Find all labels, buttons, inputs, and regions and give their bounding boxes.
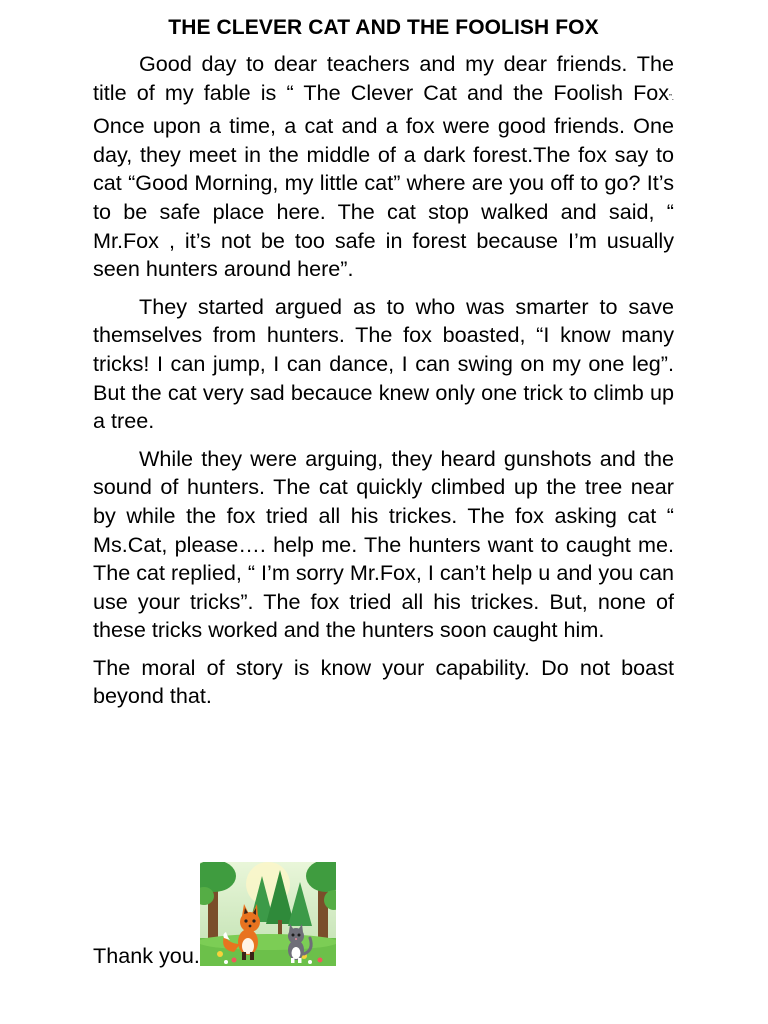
- fox-and-cat-forest-illustration: [200, 862, 336, 966]
- paragraph-1-small-mark: ”.: [669, 92, 674, 102]
- paragraph-1: [93, 50, 674, 284]
- paragraph-2: They started argued as to who was smarter to save themselves from hunters. The fox boasted, “I know many tricks! I can jump, I can dance, I can swing on my one leg”. But the cat very sad becauce knew only one trick to climb up a tree.: [93, 293, 674, 434]
- moral-paragraph: The moral of story is know your capability. Do not boast beyond that.: [93, 654, 674, 709]
- closing-thanks: Thank you.: [93, 943, 200, 968]
- paragraph-1-text-a: Good day to dear teachers and my dear friends. The title of my fable is “ The Clever Cat and the Foolish Fox: [93, 51, 674, 105]
- document-page: [93, 14, 674, 720]
- document-title: THE CLEVER CAT AND THE FOOLISH FOX: [168, 16, 599, 39]
- paragraph-3: While they were arguing, they heard gunshots and the sound of hunters. The cat quickly climbed up the tree near by while the fox tried all his trickes. The fox asking cat “ Ms.Cat, please…. help me. The hunters want to caught me. The cat replied, “ I’m sorry Mr.Fox, I can’t help u and you can use your tricks”. The fox tried all his trickes. But, none of these tricks worked and the hunters soon caught him.: [93, 445, 674, 643]
- closing-block: [93, 862, 336, 966]
- paragraph-1-text-b: Once upon a time, a cat and a fox were good friends. One day, they meet in the middle of a dark forest.The fox say to cat “Good Morning, my little cat” where are you off to go? It’s to be safe place here. The cat stop walked and said, “ Mr.Fox , it’s not be too safe in forest because I’m usually seen hunters around here”.: [93, 113, 674, 282]
